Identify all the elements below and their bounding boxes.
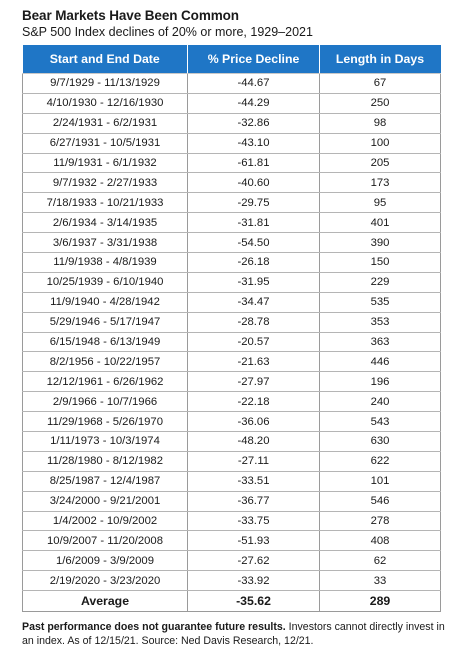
cell-length: 95 <box>320 193 441 213</box>
cell-length: 546 <box>320 491 441 511</box>
cell-decline: -36.06 <box>188 412 320 432</box>
cell-length: 543 <box>320 412 441 432</box>
cell-decline: -61.81 <box>188 153 320 173</box>
cell-dates: 8/25/1987 - 12/4/1987 <box>23 471 188 491</box>
cell-decline: -34.47 <box>188 292 320 312</box>
cell-length: 33 <box>320 571 441 591</box>
cell-decline: -22.18 <box>188 392 320 412</box>
cell-decline: -40.60 <box>188 173 320 193</box>
cell-dates: 11/9/1938 - 4/8/1939 <box>23 253 188 273</box>
cell-length: 98 <box>320 113 441 133</box>
table-row <box>23 292 441 312</box>
cell-decline: -48.20 <box>188 432 320 452</box>
cell-decline: -33.75 <box>188 511 320 531</box>
cell-length: 408 <box>320 531 441 551</box>
cell-decline: -27.11 <box>188 451 320 471</box>
cell-length: 100 <box>320 133 441 153</box>
cell-decline: -29.75 <box>188 193 320 213</box>
cell-length: 278 <box>320 511 441 531</box>
chart-subtitle: S&P 500 Index declines of 20% or more, 1929–2021 <box>22 25 313 39</box>
average-length: 289 <box>320 591 441 612</box>
table-row <box>23 74 441 94</box>
table-row <box>23 113 441 133</box>
cell-dates: 1/11/1973 - 10/3/1974 <box>23 432 188 452</box>
table-row <box>23 491 441 511</box>
table-row <box>23 312 441 332</box>
cell-length: 353 <box>320 312 441 332</box>
cell-length: 622 <box>320 451 441 471</box>
cell-decline: -43.10 <box>188 133 320 153</box>
table-row <box>23 531 441 551</box>
cell-dates: 8/2/1956 - 10/22/1957 <box>23 352 188 372</box>
cell-dates: 11/28/1980 - 8/12/1982 <box>23 451 188 471</box>
cell-dates: 6/27/1931 - 10/5/1931 <box>23 133 188 153</box>
cell-dates: 1/4/2002 - 10/9/2002 <box>23 511 188 531</box>
cell-decline: -33.92 <box>188 571 320 591</box>
table-row <box>23 392 441 412</box>
cell-decline: -27.97 <box>188 372 320 392</box>
cell-length: 535 <box>320 292 441 312</box>
table-header-row <box>23 45 441 74</box>
cell-decline: -26.18 <box>188 253 320 273</box>
cell-decline: -54.50 <box>188 233 320 253</box>
table-row <box>23 471 441 491</box>
cell-dates: 11/9/1931 - 6/1/1932 <box>23 153 188 173</box>
cell-dates: 1/6/2009 - 3/9/2009 <box>23 551 188 571</box>
table-row <box>23 133 441 153</box>
column-header-decline: % Price Decline <box>188 45 320 74</box>
cell-length: 401 <box>320 213 441 233</box>
cell-length: 250 <box>320 93 441 113</box>
cell-length: 205 <box>320 153 441 173</box>
bear-markets-table <box>22 45 441 612</box>
average-decline: -35.62 <box>188 591 320 612</box>
cell-dates: 11/29/1968 - 5/26/1970 <box>23 412 188 432</box>
table-row <box>23 213 441 233</box>
table-row <box>23 432 441 452</box>
table-body <box>23 74 441 612</box>
cell-length: 630 <box>320 432 441 452</box>
cell-length: 173 <box>320 173 441 193</box>
cell-decline: -32.86 <box>188 113 320 133</box>
cell-dates: 9/7/1932 - 2/27/1933 <box>23 173 188 193</box>
cell-dates: 3/24/2000 - 9/21/2001 <box>23 491 188 511</box>
cell-length: 67 <box>320 74 441 94</box>
cell-dates: 5/29/1946 - 5/17/1947 <box>23 312 188 332</box>
cell-decline: -44.67 <box>188 74 320 94</box>
average-row <box>23 591 441 612</box>
average-label: Average <box>23 591 188 612</box>
table-row <box>23 332 441 352</box>
cell-dates: 3/6/1937 - 3/31/1938 <box>23 233 188 253</box>
cell-dates: 2/24/1931 - 6/2/1931 <box>23 113 188 133</box>
cell-decline: -27.62 <box>188 551 320 571</box>
cell-decline: -21.63 <box>188 352 320 372</box>
cell-length: 240 <box>320 392 441 412</box>
table-row <box>23 451 441 471</box>
footnote <box>22 620 447 648</box>
cell-decline: -51.93 <box>188 531 320 551</box>
footnote-disclaimer: Past performance does not guarantee future results. <box>22 621 286 634</box>
table-row <box>23 233 441 253</box>
cell-dates: 2/19/2020 - 3/23/2020 <box>23 571 188 591</box>
cell-length: 446 <box>320 352 441 372</box>
table-row <box>23 571 441 591</box>
cell-decline: -36.77 <box>188 491 320 511</box>
cell-dates: 2/6/1934 - 3/14/1935 <box>23 213 188 233</box>
cell-dates: 10/9/2007 - 11/20/2008 <box>23 531 188 551</box>
table-row <box>23 352 441 372</box>
cell-length: 101 <box>320 471 441 491</box>
table-row <box>23 551 441 571</box>
cell-decline: -20.57 <box>188 332 320 352</box>
cell-length: 62 <box>320 551 441 571</box>
cell-decline: -44.29 <box>188 93 320 113</box>
chart-title: Bear Markets Have Been Common <box>22 8 239 23</box>
table-row <box>23 253 441 273</box>
table-row <box>23 511 441 531</box>
cell-dates: 2/9/1966 - 10/7/1966 <box>23 392 188 412</box>
table-row <box>23 372 441 392</box>
cell-dates: 11/9/1940 - 4/28/1942 <box>23 292 188 312</box>
table-row <box>23 93 441 113</box>
cell-decline: -28.78 <box>188 312 320 332</box>
cell-length: 229 <box>320 272 441 292</box>
table-row <box>23 173 441 193</box>
cell-decline: -31.95 <box>188 272 320 292</box>
cell-dates: 10/25/1939 - 6/10/1940 <box>23 272 188 292</box>
column-header-length: Length in Days <box>320 45 441 74</box>
column-header-dates: Start and End Date <box>23 45 188 74</box>
table-row <box>23 153 441 173</box>
table-row <box>23 412 441 432</box>
cell-dates: 9/7/1929 - 11/13/1929 <box>23 74 188 94</box>
cell-dates: 12/12/1961 - 6/26/1962 <box>23 372 188 392</box>
cell-dates: 4/10/1930 - 12/16/1930 <box>23 93 188 113</box>
cell-length: 363 <box>320 332 441 352</box>
cell-dates: 7/18/1933 - 10/21/1933 <box>23 193 188 213</box>
table-row <box>23 193 441 213</box>
cell-length: 196 <box>320 372 441 392</box>
table-row <box>23 272 441 292</box>
cell-dates: 6/15/1948 - 6/13/1949 <box>23 332 188 352</box>
footnote-text: Investors cannot directly invest in an index. As of 12/15/21. Source: Ned Davis Research, 12/21. <box>22 621 445 648</box>
cell-decline: -33.51 <box>188 471 320 491</box>
cell-decline: -31.81 <box>188 213 320 233</box>
cell-length: 390 <box>320 233 441 253</box>
cell-length: 150 <box>320 253 441 273</box>
